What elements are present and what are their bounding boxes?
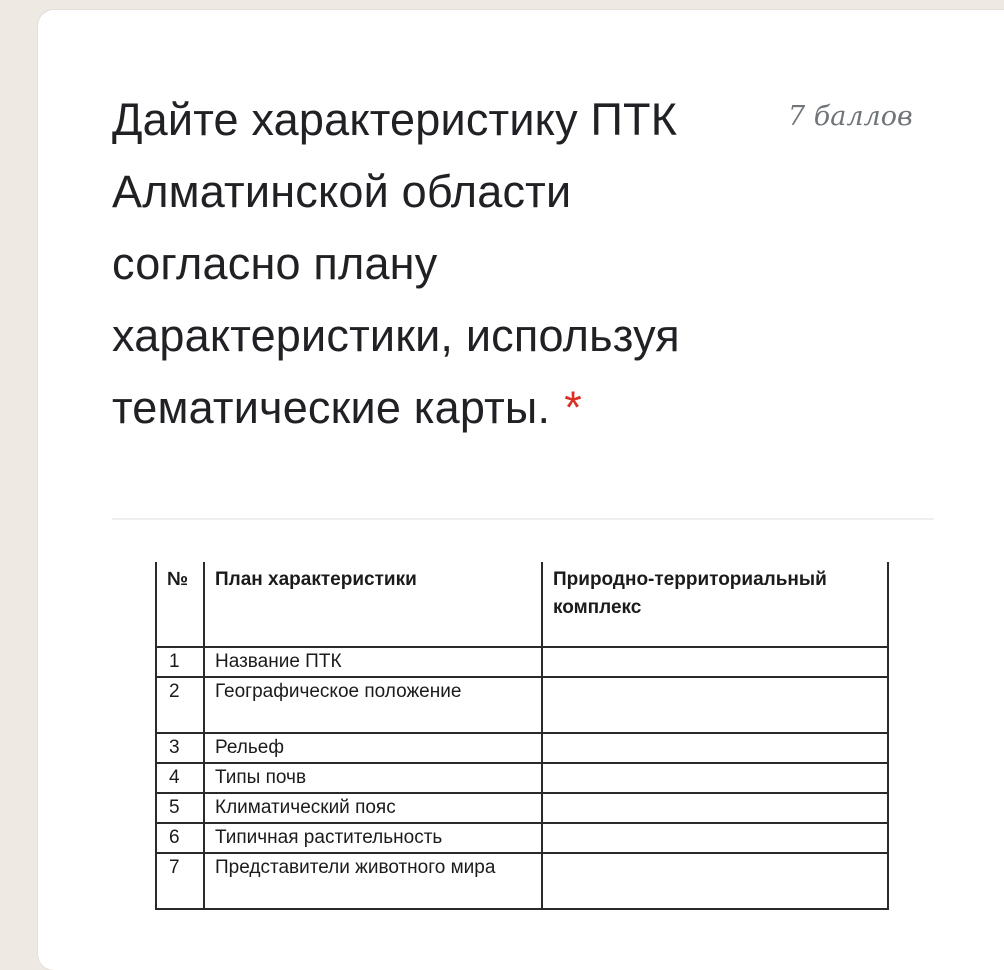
question-title: [112, 84, 752, 444]
table-row: [156, 647, 888, 677]
row-num: 2: [156, 677, 204, 733]
question-line-1: Дайте характеристику ПТК: [112, 94, 678, 145]
question-line-3: согласно плану: [112, 238, 438, 289]
table-row: [156, 853, 888, 909]
row-ptk: [542, 733, 888, 763]
row-num: 6: [156, 823, 204, 853]
row-plan: Рельеф: [204, 733, 542, 763]
row-ptk: [542, 647, 888, 677]
row-num: 5: [156, 793, 204, 823]
table-header-row: [156, 562, 888, 647]
row-plan: Название ПТК: [204, 647, 542, 677]
row-plan: Представители животного мира: [204, 853, 542, 909]
table-row: [156, 763, 888, 793]
row-plan: Климатический пояс: [204, 793, 542, 823]
row-ptk: [542, 763, 888, 793]
table-row: [156, 793, 888, 823]
row-plan: Типы почв: [204, 763, 542, 793]
row-ptk: [542, 823, 888, 853]
table-row: [156, 677, 888, 733]
table-row: [156, 823, 888, 853]
question-line-4: характеристики, используя: [112, 310, 680, 361]
row-num: 1: [156, 647, 204, 677]
header-plan: План характеристики: [204, 562, 542, 647]
header-ptk: Природно-территориальный комплекс: [542, 562, 888, 647]
points-label: 7 баллов: [788, 101, 913, 132]
table-row: [156, 733, 888, 763]
row-plan: Типичная растительность: [204, 823, 542, 853]
row-ptk: [542, 793, 888, 823]
question-line-5: тематические карты.: [112, 382, 551, 433]
row-num: 3: [156, 733, 204, 763]
row-num: 7: [156, 853, 204, 909]
row-plan: Географическое положение: [204, 677, 542, 733]
row-ptk: [542, 853, 888, 909]
plan-table: [155, 562, 889, 910]
question-line-2: Алматинской области: [112, 166, 572, 217]
required-asterisk: *: [564, 382, 582, 433]
row-ptk: [542, 677, 888, 733]
row-num: 4: [156, 763, 204, 793]
divider: [112, 518, 934, 520]
header-num: №: [156, 562, 204, 647]
